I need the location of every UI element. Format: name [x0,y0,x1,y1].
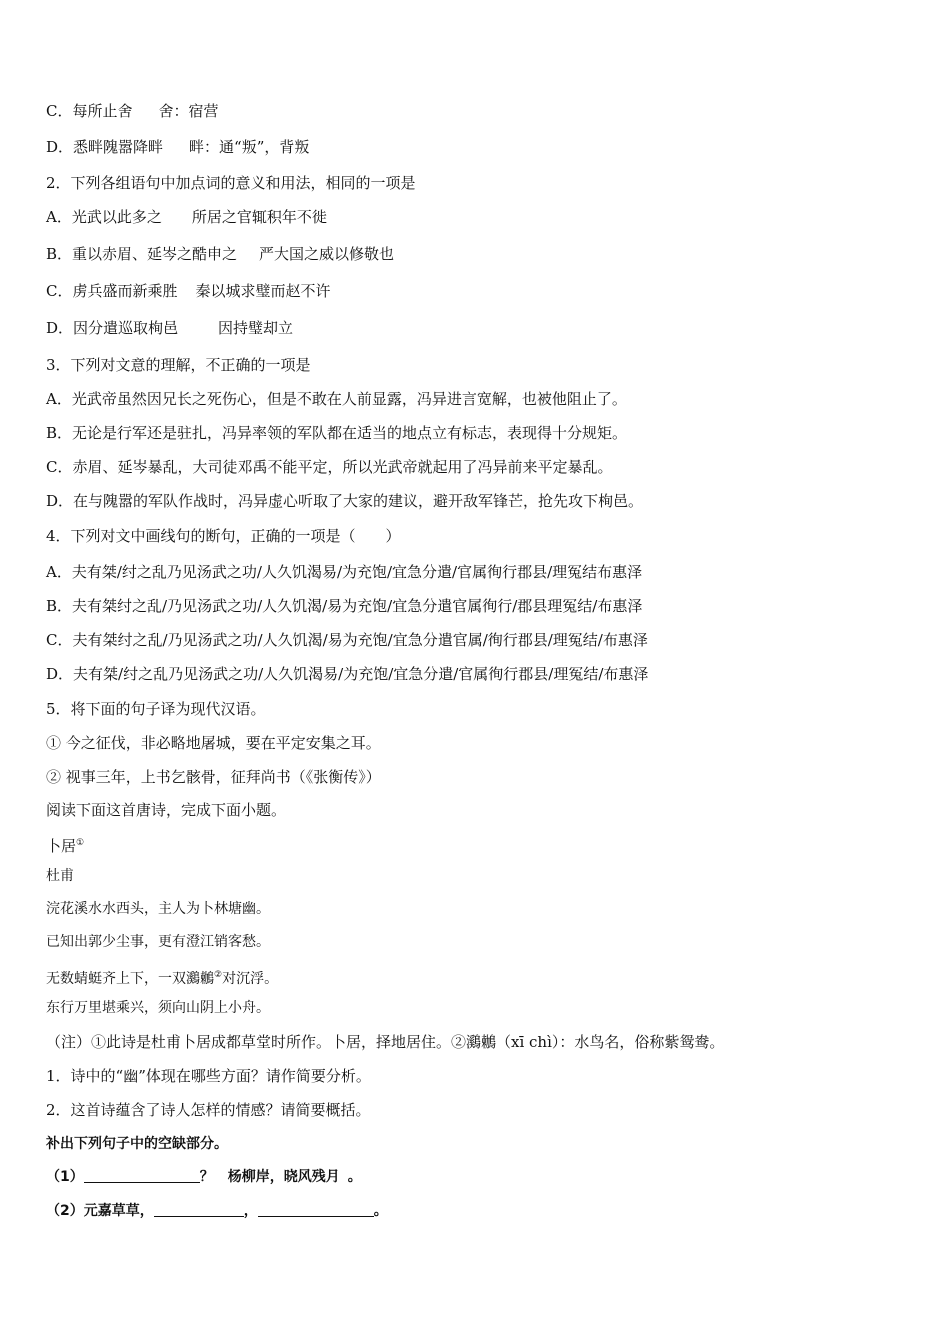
poem-line-2: 已知出郭少尘事，更有澄江销客愁。 [46,934,270,950]
poem-title-note: ① [76,838,85,848]
poem-note: （注）①此诗是杜甫卜居成都草堂时所作。卜居，择地居住。②鸂鶒（xī chì）：水鸟名，俗称紫鸳鸯。 [46,1033,725,1051]
q4-stem: 4．下列对文中画线句的断句，正确的一项是（ ） [46,527,401,545]
poem-author: 杜甫 [46,868,74,884]
q1-option-c: C．每所止舍 舍：宿营 [46,102,219,120]
poem-line-4: 东行万里堪乘兴，须向山阴上小舟。 [46,1000,270,1016]
q4-option-d: D．夫有桀/纣之乱乃见汤武之功/人久饥渴易/为充饱/宜急分遣/官属徇行郡县/理冤结/布惠泽 [46,665,649,683]
fill-blank-2[interactable] [154,1202,244,1217]
q3-option-c: C．赤眉、延岑暴乱，大司徒邓禹不能平定，所以光武帝就起用了冯异前来平定暴乱。 [46,458,613,476]
q4-option-a: A．夫有桀/纣之乱乃见汤武之功/人久饥渴易/为充饱/宜急分遣/官属徇行郡县/理冤结布惠泽 [46,563,643,581]
poem-line-3-note: ② [214,970,223,980]
q2-option-c: C．虏兵盛而新乘胜 秦以城求璧而赵不许 [46,282,331,300]
q3-stem: 3．下列对文意的理解，不正确的一项是 [46,356,311,374]
q2-option-b: B．重以赤眉、延岑之酷申之 严大国之威以修敬也 [46,245,395,263]
poem-line-1: 浣花溪水水西头，主人为卜林塘幽。 [46,901,270,917]
q4-option-b: B．夫有桀纣之乱/乃见汤武之功/人久饥渴/易为充饱/宜急分遣官属徇行/郡县理冤结/布惠泽 [46,597,643,615]
q2-option-d: D．因分遣巡取栒邑 因持璧却立 [46,319,294,337]
poem-intro: 阅读下面这首唐诗，完成下面小题。 [46,801,287,819]
q2-option-a: A．光武以此多之 所居之官辄积年不徙 [46,208,327,226]
q3-option-b: B．无论是行军还是驻扎，冯异率领的军队都在适当的地点立有标志，表现得十分规矩。 [46,424,628,442]
poem-title: 卜居① [46,837,85,855]
q2-stem: 2．下列各组语句中加点词的意义和用法，相同的一项是 [46,174,416,192]
fill-heading: 补出下列句子中的空缺部分。 [46,1136,228,1152]
q1-option-d: D．悉畔隗嚣降畔 畔：通“叛”，背叛 [46,138,310,156]
poem-question-1: 1．诗中的“幽”体现在哪些方面？请作简要分析。 [46,1067,371,1085]
q3-option-d: D．在与隗嚣的军队作战时，冯异虚心听取了大家的建议，避开敌军锋芒，抢先攻下栒邑。 [46,492,644,510]
poem-question-2: 2．这首诗蕴含了诗人怎样的情感？请简要概括。 [46,1101,371,1119]
q5-stem: 5．将下面的句子译为现代汉语。 [46,700,266,718]
fill-item-2: （2）元嘉草草， ， 。 [46,1203,388,1219]
q5-item-1: ① 今之征伐，非必略地屠城，要在平定安集之耳。 [46,734,381,752]
poem-line-3: 无数蜻蜓齐上下，一双鸂鶒②对沉浮。 [46,970,279,987]
fill-item-1: （1） ？ 杨柳岸，晓风残月 。 [46,1169,362,1185]
q4-option-c: C．夫有桀纣之乱/乃见汤武之功/人久饥渴/易为充饱/宜急分遣官属/徇行郡县/理冤结/布惠泽 [46,631,648,649]
fill-blank-1[interactable] [84,1168,200,1183]
fill-blank-3[interactable] [258,1202,374,1217]
q3-option-a: A．光武帝虽然因兄长之死伤心，但是不敢在人前显露，冯异进言宽解，也被他阻止了。 [46,390,627,408]
q5-item-2: ② 视事三年，上书乞骸骨，征拜尚书（《张衡传》） [46,768,381,786]
